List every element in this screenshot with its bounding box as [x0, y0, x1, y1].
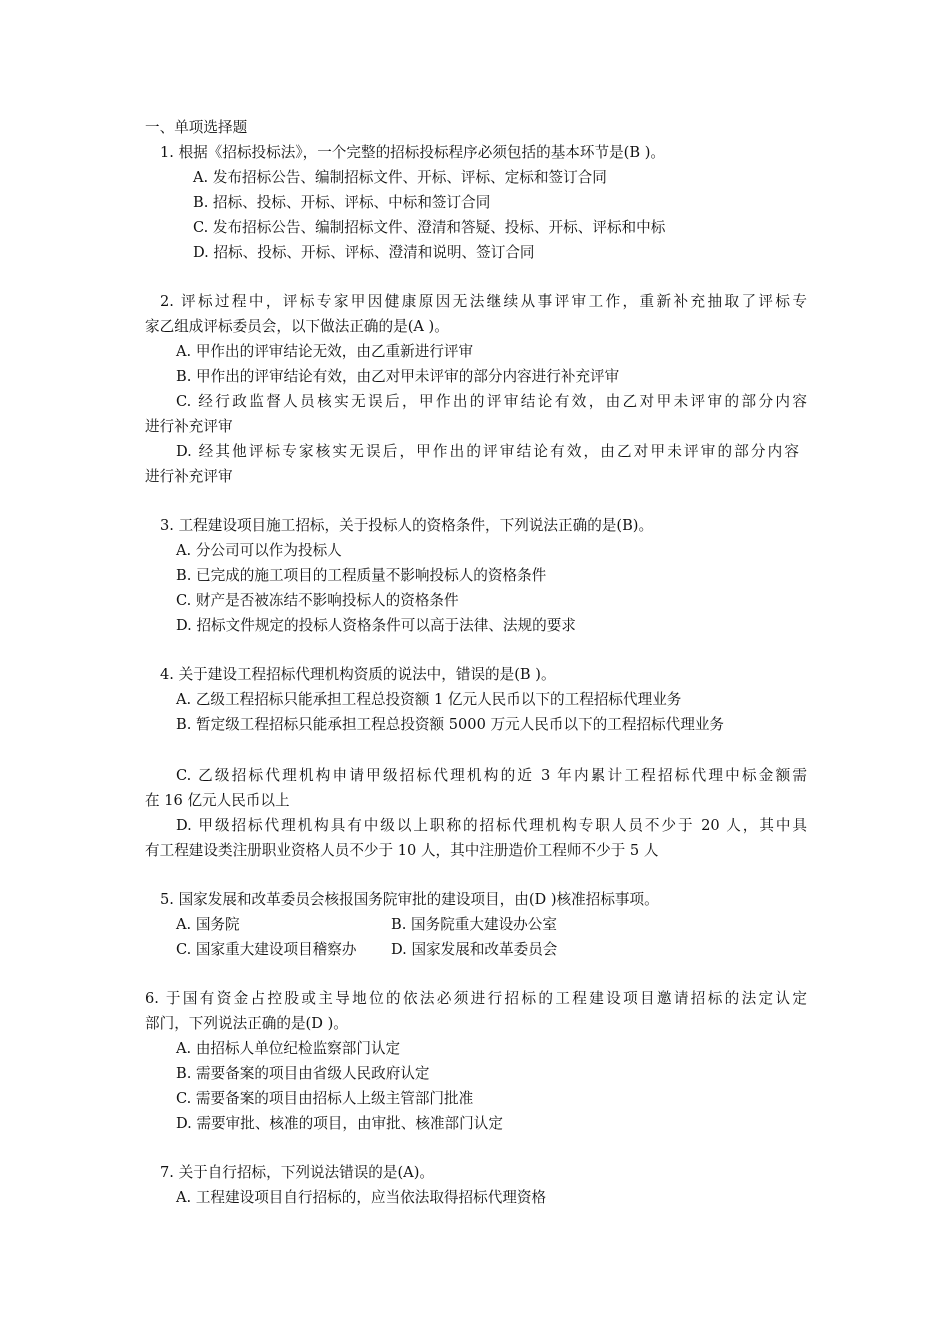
question-4-option-c-cont: 在 16 亿元人民币以上 — [145, 792, 290, 809]
question-5-option-b: B. 国务院重大建设办公室 — [391, 916, 557, 933]
question-5-stem: 5. 国家发展和改革委员会核报国务院审批的建设项目，由(D )核准招标事项。 — [160, 891, 659, 908]
question-3-option-b: B. 已完成的施工项目的工程质量不影响投标人的资格条件 — [176, 567, 547, 584]
question-2-option-c-cont: 进行补充评审 — [145, 418, 233, 435]
question-6-option-a: A. 由招标人单位纪检监察部门认定 — [176, 1040, 401, 1057]
question-6-option-c: C. 需要备案的项目由招标人上级主管部门批准 — [176, 1090, 474, 1107]
question-2-stem-cont: 家乙组成评标委员会，以下做法正确的是(A )。 — [145, 318, 449, 335]
question-4-option-c: C. 乙级招标代理机构申请甲级招标代理机构的近 3 年内累计工程招标代理中标金额需 — [176, 767, 807, 784]
question-2-option-c: C. 经行政监督人员核实无误后，甲作出的评审结论有效，由乙对甲未评审的部分内容 — [176, 393, 807, 410]
question-4-option-d-cont: 有工程建设类注册职业资格人员不少于 10 人，其中注册造价工程师不少于 5 人 — [145, 842, 659, 859]
question-4-option-d: D. 甲级招标代理机构具有中级以上职称的招标代理机构专职人员不少于 20 人，其中具 — [176, 817, 807, 834]
question-4-option-a: A. 乙级工程招标只能承担工程总投资额 1 亿元人民币以下的工程招标代理业务 — [176, 691, 682, 708]
question-7-option-a: A. 工程建设项目自行招标的，应当依法取得招标代理资格 — [176, 1189, 547, 1206]
question-6-option-d: D. 需要审批、核准的项目，由审批、核准部门认定 — [176, 1115, 503, 1132]
question-7-stem: 7. 关于自行招标，下列说法错误的是(A)。 — [160, 1164, 434, 1181]
question-2-option-d-cont: 进行补充评审 — [145, 468, 233, 485]
question-3-option-a: A. 分公司可以作为投标人 — [176, 542, 342, 559]
question-6-option-b: B. 需要备案的项目由省级人民政府认定 — [176, 1065, 430, 1082]
question-1-stem: 1. 根据《招标投标法》，一个完整的招标投标程序必须包括的基本环节是(B )。 — [160, 144, 666, 161]
question-3-option-d: D. 招标文件规定的投标人资格条件可以高于法律、法规的要求 — [176, 617, 576, 634]
question-4-option-b: B. 暂定级工程招标只能承担工程总投资额 5000 万元人民币以下的工程招标代理业务 — [176, 716, 725, 733]
question-2-option-b: B. 甲作出的评审结论有效，由乙对甲未评审的部分内容进行补充评审 — [176, 368, 620, 385]
question-2-option-a: A. 甲作出的评审结论无效，由乙重新进行评审 — [176, 343, 474, 360]
question-4-stem: 4. 关于建设工程招标代理机构资质的说法中，错误的是(B )。 — [160, 666, 556, 683]
question-5-option-c: C. 国家重大建设项目稽察办 — [176, 941, 357, 958]
section-title: 一、单项选择题 — [145, 119, 248, 136]
question-6-stem: 6. 于国有资金占控股或主导地位的依法必须进行招标的工程建设项目邀请招标的法定认定 — [145, 990, 807, 1007]
question-2-stem: 2. 评标过程中，评标专家甲因健康原因无法继续从事评审工作，重新补充抽取了评标专 — [160, 293, 807, 310]
question-3-stem: 3. 工程建设项目施工招标，关于投标人的资格条件，下列说法正确的是(B)。 — [160, 517, 654, 534]
question-1-option-d: D. 招标、投标、开标、评标、澄清和说明、签订合同 — [193, 244, 535, 261]
question-3-option-c: C. 财产是否被冻结不影响投标人的资格条件 — [176, 592, 459, 609]
question-5-option-a: A. 国务院 — [176, 916, 240, 933]
question-5-option-d: D. 国家发展和改革委员会 — [391, 941, 558, 958]
question-1-option-b: B. 招标、投标、开标、评标、中标和签订合同 — [193, 194, 491, 211]
question-1-option-a: A. 发布招标公告、编制招标文件、开标、评标、定标和签订合同 — [193, 169, 607, 186]
question-6-stem-cont: 部门，下列说法正确的是(D )。 — [145, 1015, 348, 1032]
question-2-option-d: D. 经其他评标专家核实无误后，甲作出的评审结论有效，由乙对甲未评审的部分内容 — [176, 443, 799, 460]
question-1-option-c: C. 发布招标公告、编制招标文件、澄清和答疑、投标、开标、评标和中标 — [193, 219, 666, 236]
